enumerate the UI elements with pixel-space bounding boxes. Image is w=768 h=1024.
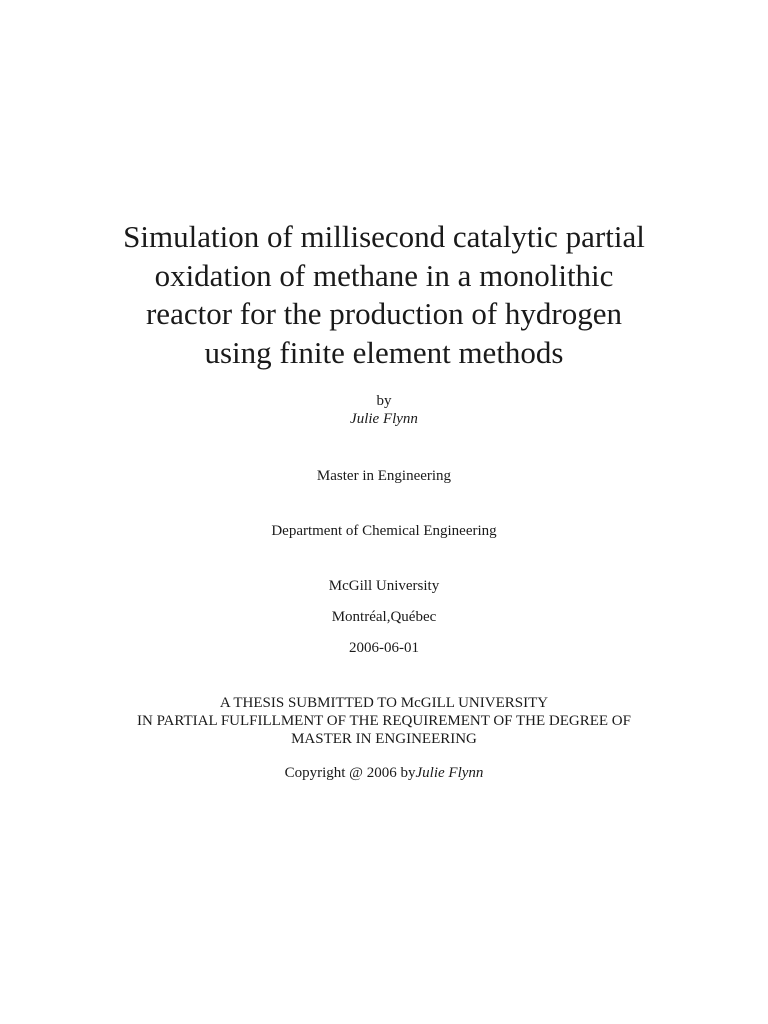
location-text: Montréal,Québec <box>331 609 437 625</box>
title-line: oxidation of methane in a monolithic <box>154 257 614 293</box>
copyright-notice <box>0 764 768 782</box>
thesis-statement <box>0 694 768 748</box>
submission-date: 2006-06-01 <box>349 640 419 656</box>
title-line: using finite element methods <box>204 334 564 370</box>
thesis-statement-line: MASTER IN ENGINEERING <box>291 731 477 747</box>
department-name: Department of Chemical Engineering <box>271 523 497 539</box>
title-line: Simulation of millisecond catalytic partial <box>123 219 645 254</box>
university-name: McGill University <box>328 578 440 594</box>
by-label: by <box>376 393 392 409</box>
title-line: reactor for the production of hydrogen <box>145 296 623 331</box>
thesis-statement-line: A THESIS SUBMITTED TO McGILL UNIVERSITY <box>219 695 549 711</box>
degree-name: Master in Engineering <box>316 468 452 484</box>
thesis-title <box>0 218 768 372</box>
thesis-statement-line: IN PARTIAL FULFILLMENT OF THE REQUIREMENT OF THE DEGREE OF <box>137 713 631 729</box>
copyright-holder: Julie Flynn <box>415 765 484 781</box>
author-name: Julie Flynn <box>350 411 418 427</box>
copyright-prefix: Copyright @ 2006 by <box>284 765 416 781</box>
